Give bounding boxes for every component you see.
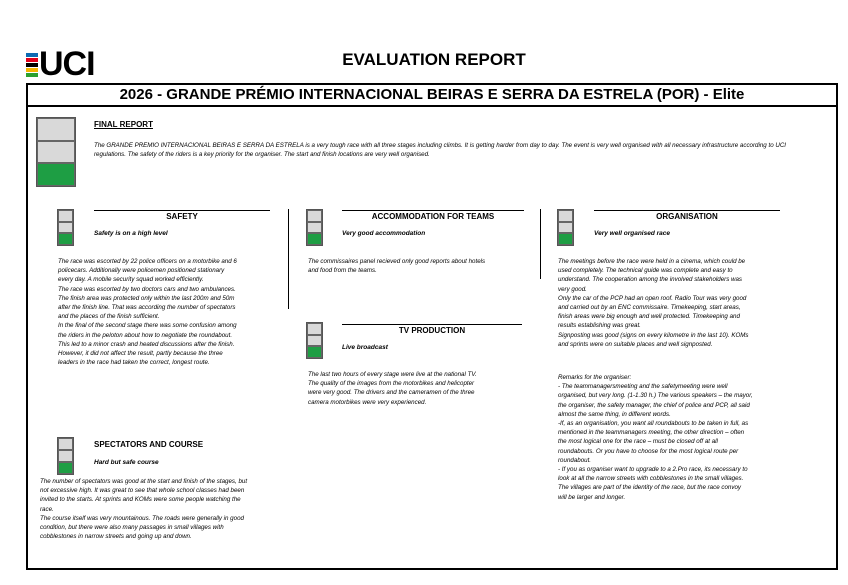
safety-subtitle: Safety is on a high level: [94, 230, 168, 237]
rating-cell: [558, 233, 573, 245]
accommodation-text: The commissaires panel recieved only good reports about hotels and food from the teams.: [308, 258, 486, 275]
rating-cell: [58, 222, 73, 234]
tv-heading-rule: [342, 324, 522, 325]
spectators-subtitle: Hard but safe course: [94, 459, 159, 466]
tv-heading: TV PRODUCTION: [398, 326, 466, 335]
rating-cell: [307, 346, 322, 358]
rating-cell: [307, 222, 322, 234]
rating-cell: [58, 233, 73, 245]
rating-cell: [37, 163, 75, 186]
column-divider-right: [540, 209, 541, 279]
logo-text: UCI: [39, 45, 95, 83]
race-title: 2026 - GRANDE PRÉMIO INTERNACIONAL BEIRAS E SERRA DA ESTRELA (POR) - Elite: [28, 85, 836, 107]
rating-cell: [307, 210, 322, 222]
organisation-text: The meetings before the race were held in a cinema, which could be used completely. The technical guide was complete and easy to understand. The cooperation among the involved stakeholders was very good. Only the car of the PCP had an open roof. Radio Tour was very good and carried out by an ENC commissaire. Timekeeping, start areas, finish areas were big enough and well protected. Timekeeping and results establishing was great. Signposting was good (signs on every kilometre in the last 10). KOMs and sprints were on suitable places and well signposted.: [558, 258, 749, 348]
accommodation-subtitle: Very good accommodation: [342, 230, 426, 237]
organisation-heading: ORGANISATION: [656, 212, 718, 221]
safety-rating-meter: [57, 209, 74, 246]
spectators-rating-meter: [57, 437, 74, 475]
rating-cell: [307, 335, 322, 347]
rating-cell: [37, 118, 75, 141]
accommodation-heading-rule: [342, 210, 524, 211]
column-divider-left: [288, 209, 289, 309]
spectators-text: The number of spectators was good at the start and finish of the stages, but not excessive high. It was great to see that whole school classes had been invited to the starts. At sprints and KOMs were some people watching the race. The course itself was very mountainous. The roads were generally in good condition, but there were also many passages in small villages with cobblestones in narrow streets and going up and down.: [40, 478, 248, 541]
accommodation-rating-meter: [306, 209, 323, 246]
organisation-remarks: Remarks for the organiser: - The teammanagersmeeting and the safetymeeting were well organised, but very long. (1-1.30 h.) The various speakers – the mayor, the organiser, the safety manager, the chief of police and PCP, all said almost the same thing, in different words. -If, as an organisation, you want all roundabouts to be taken in full, as mentioned in the teammanagers meeting, the other direction – often the most logical one for the race – must be closed off at all roundabouts. Or you have to choose for the most logical route per roundabout. - If you as organiser want to upgrade to a 2.Pro race, its necessary to look at all the narrow streets with cobblestones in the small villages. The villages are part of the identity of the race, but the race convoy will be larger and longer.: [558, 374, 753, 501]
rating-cell: [58, 210, 73, 222]
tv-text: The last two hours of every stage were live at the national TV. The quality of the images from the motorbikes and helicopter were very good. The drivers and the cameramen of the three camera motorbikes were very experienced.: [308, 371, 477, 406]
rating-cell: [307, 323, 322, 335]
rating-cell: [558, 222, 573, 234]
organisation-heading-rule: [594, 210, 780, 211]
safety-heading-rule: [94, 210, 270, 211]
accommodation-heading: ACCOMMODATION FOR TEAMS: [371, 212, 495, 221]
final-report-text: The GRANDE PREMIO INTERNACIONAL BEIRAS E SERRA DA ESTRELA is a very tough race with all three stages including climbs. It is getting harder from day to day. The event is very well organised with all necessary infrastructure according to UCI regulations. The safety of the riders is a key priority for the organiser. The start and finish locations are very well organised.: [94, 142, 787, 159]
report-title: EVALUATION REPORT: [342, 50, 526, 69]
safety-heading: SAFETY: [166, 212, 198, 221]
safety-text: The race was escorted by 22 police officers on a motorbike and 6 policecars. Additionally were policemen positioned stationary every day. A mobile security squad worked efficiently. The race was escorted by two doctors cars and two ambulances. The finish area was protected only within the last 200m and 50m after the finish line. That was according the number of spectators and the places of the finish sufficient. In the final of the second stage there was some confusion among the riders in the peloton about how to negotiate the roundabout. This led to a minor crash and heated discussions after the finish. However, it did not affect the result, partly because the three leaders in the race had taken the correct, longest route.: [58, 258, 237, 367]
tv-rating-meter: [306, 322, 323, 359]
organisation-rating-meter: [557, 209, 574, 246]
final-report-rating-meter: [36, 117, 76, 187]
organisation-subtitle: Very well organised race: [594, 230, 670, 237]
spectators-heading: SPECTATORS AND COURSE: [94, 440, 204, 449]
rating-cell: [558, 210, 573, 222]
logo-bar-green: [26, 73, 38, 77]
rating-cell: [307, 233, 322, 245]
tv-subtitle: Live broadcast: [342, 344, 388, 351]
rating-cell: [58, 450, 73, 462]
rating-cell: [58, 438, 73, 450]
final-report-heading: FINAL REPORT: [94, 120, 153, 129]
rating-cell: [37, 141, 75, 164]
rating-cell: [58, 462, 73, 474]
